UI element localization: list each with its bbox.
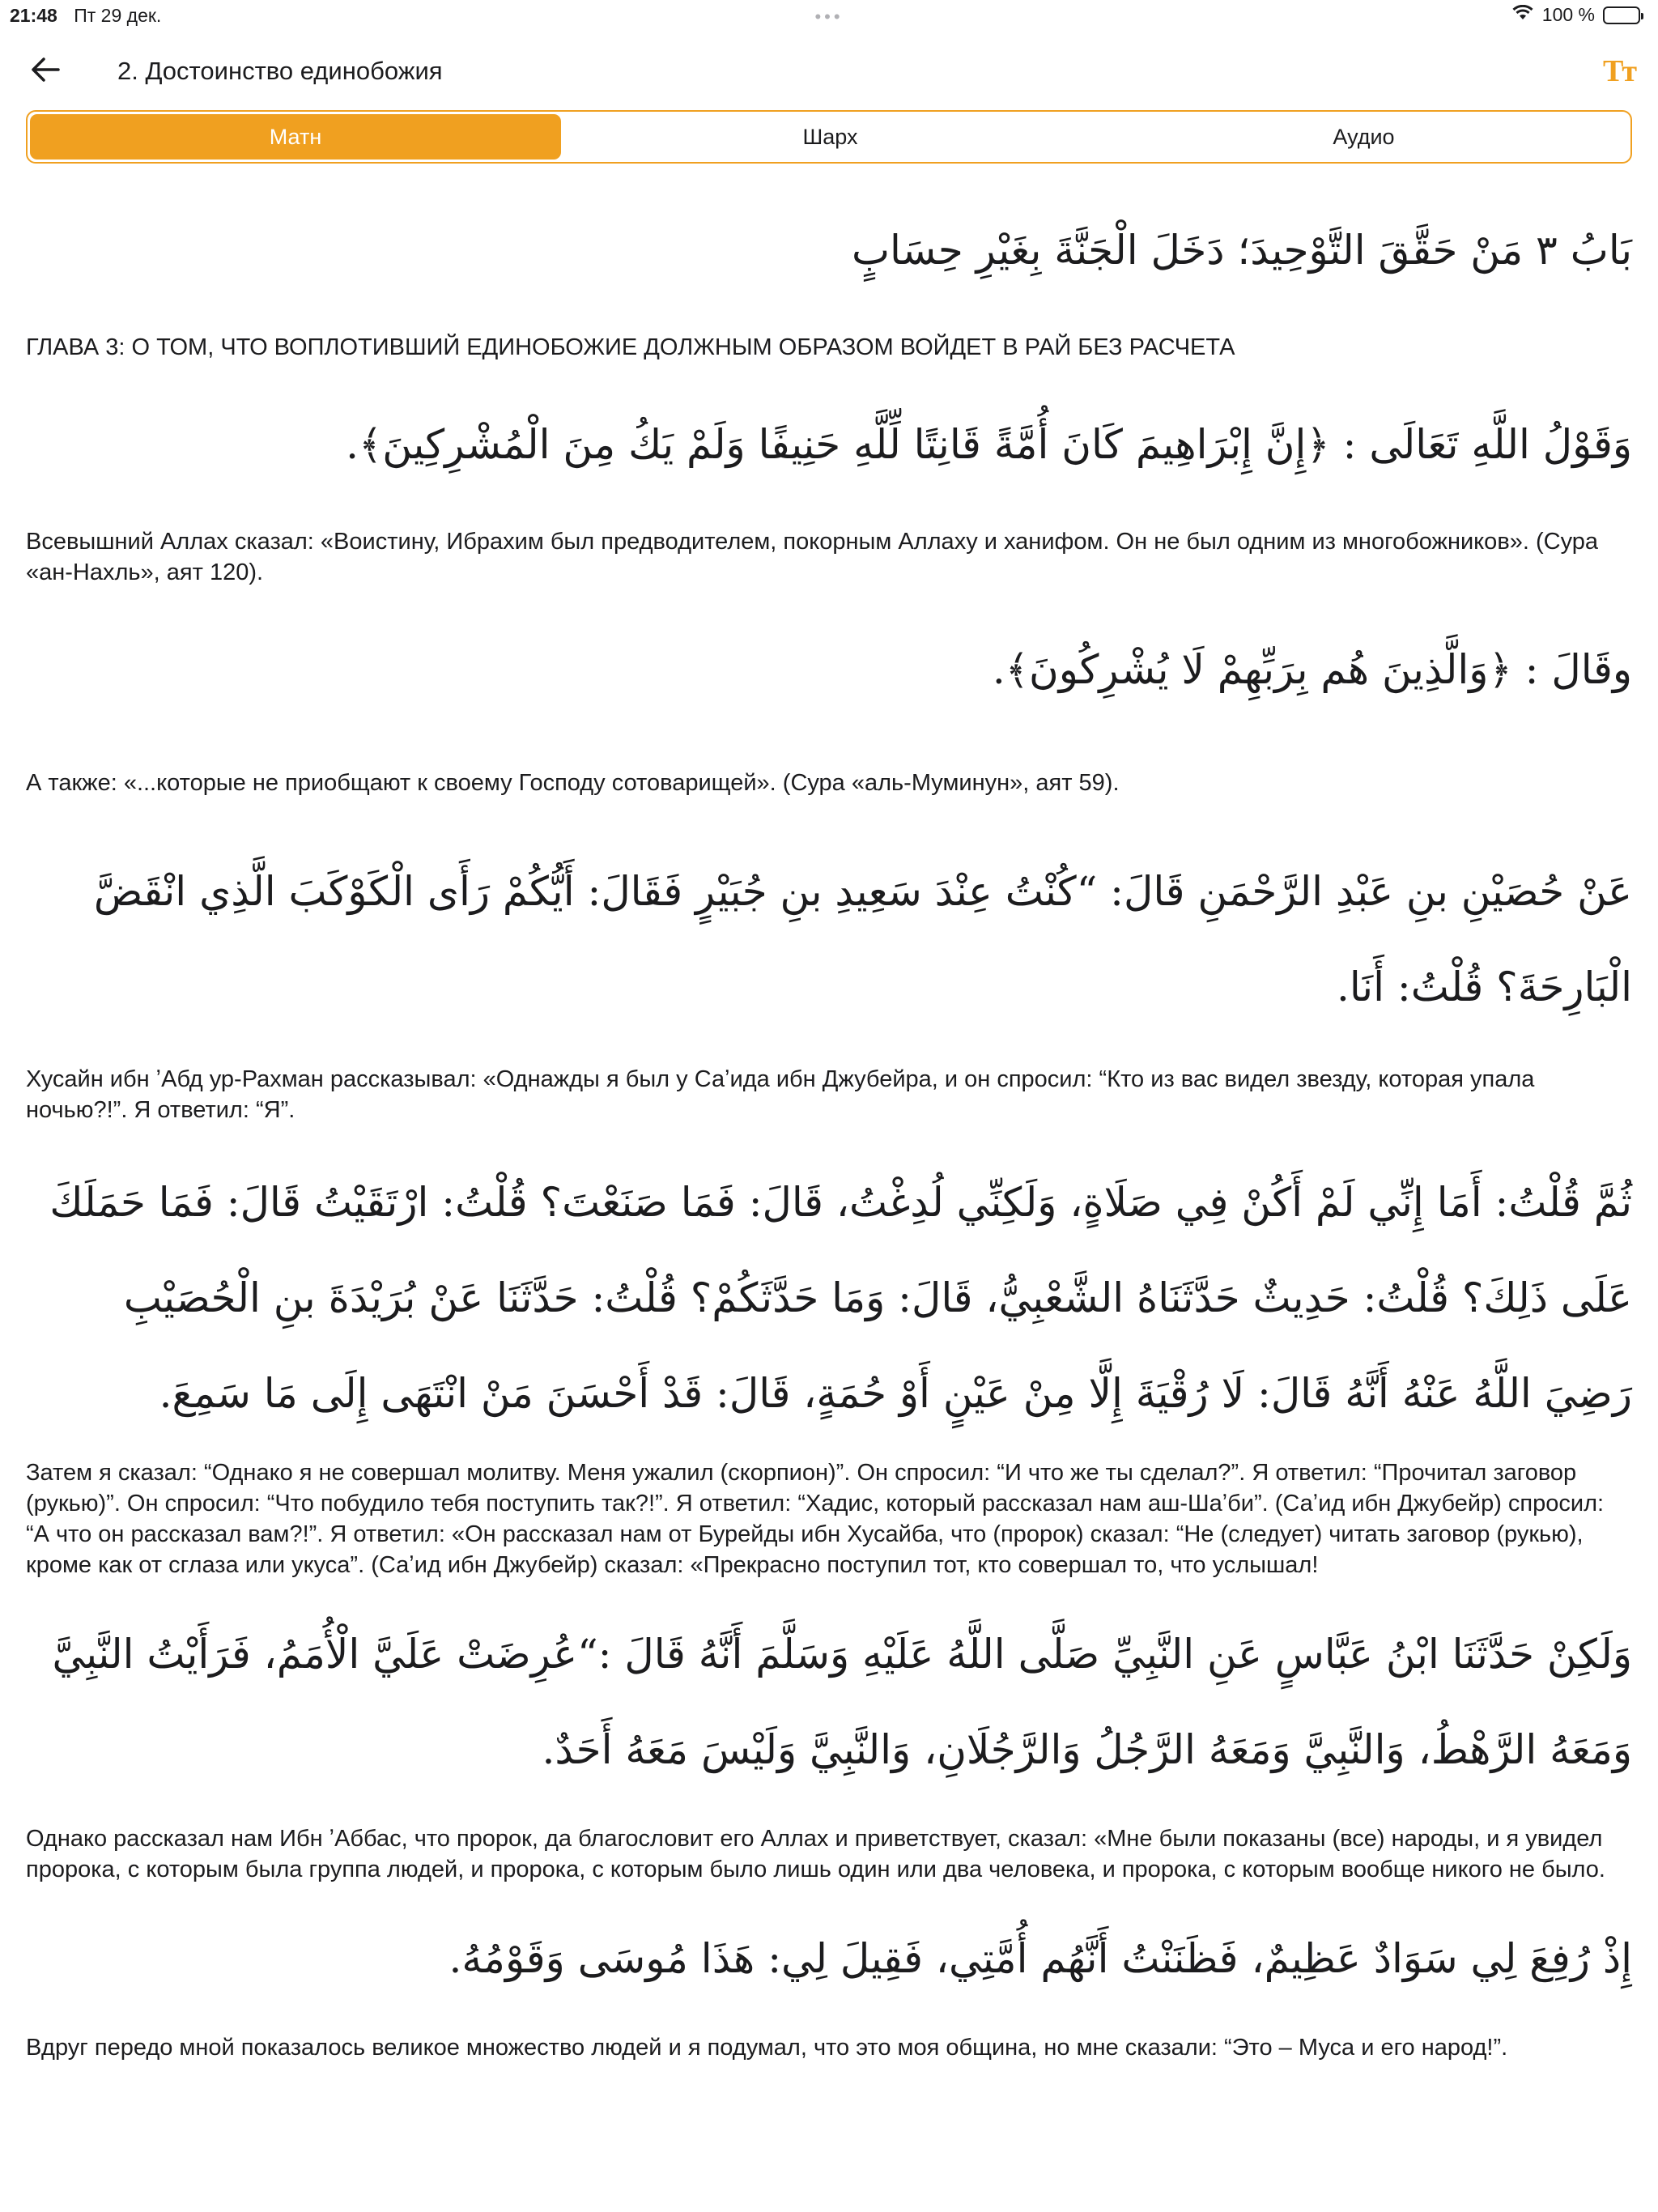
status-right xyxy=(1511,4,1640,26)
tab-audio[interactable]: Аудио xyxy=(1333,124,1395,149)
arabic-chapter-title: بَابُ ٣ مَنْ حَقَّقَ التَّوْحِيدَ؛ دَخَلَ الْجَنَّةَ بِغَيْرِ حِسَابٍ xyxy=(851,227,1632,274)
battery-percent: 100 % xyxy=(1541,4,1595,25)
text-content xyxy=(26,185,1632,2063)
translation-6: Вдруг передо мной показалось великое множество людей и я подумал, что это моя община, но мне сказали: “Это – Муса и его народ!”. xyxy=(26,2035,1508,2061)
arabic-verse-1: وَقَوْلُ اللَّهِ تَعَالَى : ﴿إِنَّ إِبْرَاهِيمَ كَانَ أُمَّةً قَانِتًا لِّلَّهِ حَنِيفًا وَلَمْ يَكُ مِنَ الْمُشْرِكِينَ﴾. xyxy=(346,421,1632,468)
translation-5: Однако рассказал нам Ибн ʼАббас, что пророк, да благословит его Аллах и приветствует, сказал: «Мне были показаны (все) народы, и я увидел пророка, с которым была группа людей, и пророка, с которым было лишь один или два человека, и пророка, с которым вообще никого не было. xyxy=(26,1826,1605,1882)
back-button[interactable] xyxy=(29,55,62,87)
multitasking-dots-icon[interactable]: ••• xyxy=(814,6,844,27)
arabic-hadith-4: إِذْ رُفِعَ لِي سَوَادٌ عَظِيمٌ، فَظَنَنْتُ أَنَّهُم أُمَّتِي، فَقِيلَ لِي: هَذَا مُوسَى وَقَوْمُهُ. xyxy=(449,1935,1632,1982)
status-time: 21:48 xyxy=(10,5,57,26)
wifi-icon xyxy=(1511,4,1534,26)
translation-3: Хусайн ибн ʼАбд ур-Рахман рассказывал: «Однажды я был у Саʼида ибн Джубейра, и он спросил: “Кто из вас видел звезду, которая упала ночью?!”. Я ответил: “Я”. xyxy=(26,1066,1535,1123)
page-title: 2. Достоинство единобожия xyxy=(117,57,443,85)
text-size-button[interactable]: Тт xyxy=(1602,54,1635,88)
nav-bar xyxy=(0,47,1658,96)
chapter-heading: ГЛАВА 3: О ТОМ, ЧТО ВОПЛОТИВШИЙ ЕДИНОБОЖИЕ ДОЛЖНЫМ ОБРАЗОМ ВОЙДЕТ В РАЙ БЕЗ РАСЧЕТА xyxy=(26,334,1235,360)
status-bar xyxy=(0,0,1658,32)
battery-icon xyxy=(1603,6,1640,24)
status-date: Пт 29 дек. xyxy=(74,5,162,26)
translation-1: Всевышний Аллах сказал: «Воистину, Ибрахим был предводителем, покорным Аллаху и ханифом. Он не был одним из многобожников». (Сура «ан-Нахль», аят 120). xyxy=(26,529,1598,585)
translation-4: Затем я сказал: “Однако я не совершал молитву. Меня ужалил (скорпион)”. Он спросил: “И что же ты сделал?”. Я ответил: “Прочитал заговор (рукью)”. Он спросил: “Что побудило тебя поступить так?!”. Я ответил: “Хадис, который рассказал нам аш-Шаʼби”. (Саʼид ибн Джубейр) спросил: “А что он рассказал вам?!”. Я ответил: «Он рассказал нам от Бурейды ибн Хусайба, что (пророк) сказал: “Не (следует) читать заговор (рукью), кроме как от сглаза или укуса”. (Саʼид ибн Джубейр) сказал: «Прекрасно поступил тот, кто совершал то, что услышал! xyxy=(26,1460,1605,1578)
arrow-left-icon xyxy=(31,57,60,87)
translation-2: А также: «...которые не приобщают к своему Господу сотоварищей». (Сура «аль-Муминун», аят 59). xyxy=(26,770,1120,796)
arabic-hadith-1: عَنْ حُصَيْنِ بنِ عَبْدِ الرَّحْمَنِ قَالَ: “كُنْتُ عِنْدَ سَعِيدِ بنِ جُبَيْرٍ فَقَالَ: أَيُّكُمْ رَأَى الْكَوْكَبَ الَّذِي انْقَضَّ الْبَارِحَةَ؟ قُلْتُ: أَنَا. xyxy=(93,868,1632,1010)
status-left xyxy=(10,5,161,27)
tab-matn[interactable]: Матн xyxy=(30,114,561,160)
arabic-hadith-2: ثُمَّ قُلْتُ: أَمَا إِنِّي لَمْ أَكُنْ فِي صَلَاةٍ، وَلَكِنِّي لُدِغْتُ، قَالَ: فَمَا صَنَعْتَ؟ قُلْتُ: ارْتَقَيْتُ قَالَ: فَمَا حَمَلَكَ عَلَى ذَلِكَ؟ قُلْتُ: حَدِيثٌ حَدَّثَنَاهُ الشَّعْبِيُّ، قَالَ: وَمَا حَدَّثَكُمْ؟ قُلْتُ: حَدَّثَنَا عَنْ بُرَيْدَةَ بنِ الْحُصَيْبِ رَضِيَ اللَّهُ عَنْهُ أَنَّهُ قَالَ: لَا رُقْيَةَ إِلَّا مِنْ عَيْنٍ أَوْ حُمَةٍ، قَالَ: قَدْ أَحْسَنَ مَنْ انْتَهَى إِلَى مَا سَمِعَ. xyxy=(49,1179,1632,1417)
arabic-hadith-3: وَلَكِنْ حَدَّثَنَا ابْنُ عَبَّاسٍ عَنِ النَّبِيِّ صَلَّى اللَّهُ عَلَيْهِ وَسَلَّمَ أَنَّهُ قَالَ :“عُرِضَتْ عَلَيَّ الْأُمَمُ، فَرَأَيْتُ النَّبِيَّ وَمَعَهُ الرَّهْطُ، وَالنَّبِيَّ وَمَعَهُ الرَّجُلُ وَالرَّجُلَانِ، وَالنَّبِيَّ وَلَيْسَ مَعَهُ أَحَدٌ. xyxy=(52,1631,1632,1773)
tab-sharh[interactable]: Шарх xyxy=(802,124,858,149)
segmented-tabs xyxy=(26,110,1632,164)
arabic-verse-2: وقَالَ : ﴿وَالَّذِينَ هُم بِرَبِّهِمْ لَا يُشْرِكُونَ﴾. xyxy=(992,646,1632,693)
